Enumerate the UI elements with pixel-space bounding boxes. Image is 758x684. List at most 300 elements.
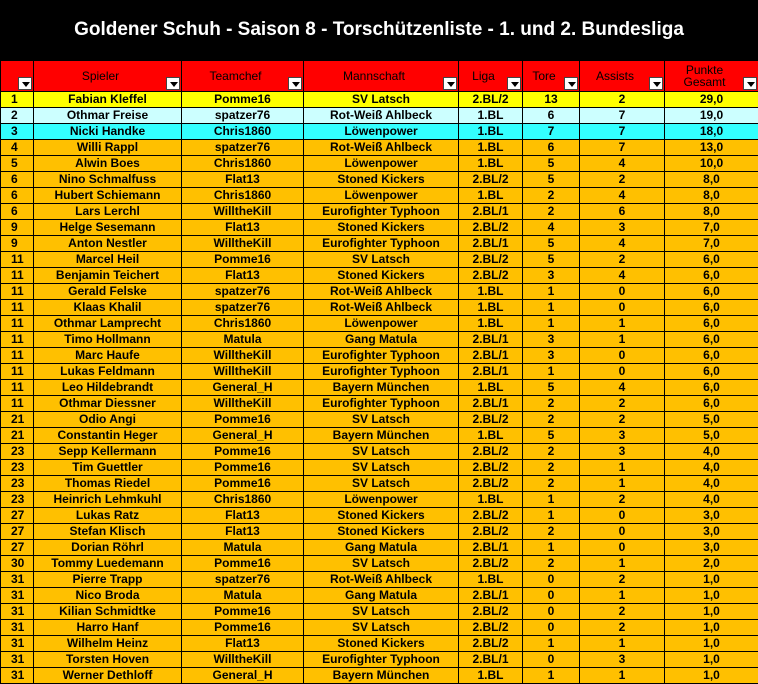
cell-rank: 27 [1,524,34,540]
cell-rank: 11 [1,396,34,412]
table-row [1,172,758,188]
table-row [1,188,758,204]
cell-liga: 2.BL/1 [459,396,523,412]
cell-liga: 2.BL/2 [459,92,523,108]
cell-liga: 1.BL [459,140,523,156]
cell-punkte: 6,0 [665,252,758,268]
cell-assists: 0 [580,524,665,540]
cell-spieler: Pierre Trapp [34,572,182,588]
cell-mannschaft: Stoned Kickers [304,220,459,236]
cell-tore: 1 [523,636,580,652]
filter-dropdown-icon[interactable] [166,77,180,90]
col-header-assists: Assists [580,61,665,92]
cell-punkte: 6,0 [665,348,758,364]
cell-assists: 2 [580,412,665,428]
cell-spieler: Nico Broda [34,588,182,604]
cell-tore: 1 [523,492,580,508]
cell-punkte: 8,0 [665,188,758,204]
cell-spieler: Kilian Schmidtke [34,604,182,620]
cell-tore: 2 [523,188,580,204]
cell-assists: 2 [580,492,665,508]
table-row [1,460,758,476]
cell-punkte: 5,0 [665,412,758,428]
cell-rank: 23 [1,444,34,460]
cell-spieler: Constantin Heger [34,428,182,444]
cell-punkte: 1,0 [665,604,758,620]
cell-rank: 5 [1,156,34,172]
cell-punkte: 1,0 [665,572,758,588]
cell-liga: 2.BL/2 [459,444,523,460]
cell-punkte: 1,0 [665,652,758,668]
cell-rank: 9 [1,236,34,252]
cell-assists: 2 [580,92,665,108]
cell-rank: 21 [1,428,34,444]
cell-spieler: Marc Haufe [34,348,182,364]
cell-mannschaft: SV Latsch [304,92,459,108]
cell-mannschaft: Rot-Weiß Ahlbeck [304,572,459,588]
cell-liga: 2.BL/2 [459,524,523,540]
cell-punkte: 4,0 [665,476,758,492]
cell-spieler: Hubert Schiemann [34,188,182,204]
cell-teamchef: Pomme16 [182,412,304,428]
cell-spieler: Fabian Kleffel [34,92,182,108]
cell-assists: 4 [580,268,665,284]
filter-dropdown-icon[interactable] [649,77,663,90]
table-row [1,204,758,220]
cell-spieler: Harro Hanf [34,620,182,636]
cell-assists: 1 [580,460,665,476]
table-row [1,396,758,412]
filter-dropdown-icon[interactable] [288,77,302,90]
cell-assists: 7 [580,140,665,156]
cell-liga: 2.BL/2 [459,636,523,652]
cell-liga: 2.BL/1 [459,332,523,348]
cell-punkte: 6,0 [665,380,758,396]
cell-liga: 2.BL/2 [459,172,523,188]
cell-liga: 2.BL/2 [459,508,523,524]
cell-assists: 6 [580,204,665,220]
cell-mannschaft: Eurofighter Typhoon [304,236,459,252]
cell-assists: 3 [580,652,665,668]
cell-tore: 0 [523,620,580,636]
cell-tore: 1 [523,316,580,332]
cell-liga: 1.BL [459,284,523,300]
cell-tore: 5 [523,236,580,252]
cell-mannschaft: Löwenpower [304,316,459,332]
cell-punkte: 6,0 [665,364,758,380]
cell-mannschaft: SV Latsch [304,412,459,428]
cell-teamchef: spatzer76 [182,140,304,156]
cell-mannschaft: Gang Matula [304,332,459,348]
col-header-punkte: Punkte Gesamt [665,61,758,92]
cell-tore: 2 [523,204,580,220]
cell-liga: 2.BL/2 [459,620,523,636]
cell-assists: 1 [580,332,665,348]
cell-spieler: Benjamin Teichert [34,268,182,284]
col-header-teamchef: Teamchef [182,61,304,92]
cell-spieler: Stefan Klisch [34,524,182,540]
cell-mannschaft: Eurofighter Typhoon [304,364,459,380]
cell-tore: 13 [523,92,580,108]
table-row [1,92,758,108]
cell-liga: 1.BL [459,380,523,396]
cell-rank: 2 [1,108,34,124]
cell-assists: 2 [580,396,665,412]
cell-teamchef: WilltheKill [182,204,304,220]
cell-tore: 7 [523,124,580,140]
cell-mannschaft: Rot-Weiß Ahlbeck [304,108,459,124]
cell-teamchef: WilltheKill [182,348,304,364]
cell-teamchef: Flat13 [182,508,304,524]
cell-punkte: 5,0 [665,428,758,444]
cell-spieler: Lukas Feldmann [34,364,182,380]
cell-rank: 23 [1,460,34,476]
cell-tore: 5 [523,380,580,396]
cell-tore: 2 [523,476,580,492]
cell-teamchef: Pomme16 [182,476,304,492]
table-row [1,620,758,636]
cell-liga: 1.BL [459,188,523,204]
cell-rank: 9 [1,220,34,236]
cell-tore: 3 [523,268,580,284]
cell-mannschaft: SV Latsch [304,460,459,476]
cell-spieler: Tim Guettler [34,460,182,476]
cell-mannschaft: Eurofighter Typhoon [304,348,459,364]
cell-spieler: Alwin Boes [34,156,182,172]
cell-assists: 2 [580,252,665,268]
filter-dropdown-icon[interactable] [18,77,32,90]
table-row [1,364,758,380]
table-row [1,140,758,156]
table-row [1,636,758,652]
cell-mannschaft: Rot-Weiß Ahlbeck [304,284,459,300]
header-row [1,61,758,92]
cell-teamchef: WilltheKill [182,236,304,252]
cell-liga: 2.BL/2 [459,252,523,268]
cell-teamchef: Pomme16 [182,92,304,108]
filter-dropdown-icon[interactable] [564,77,578,90]
cell-punkte: 8,0 [665,172,758,188]
cell-assists: 3 [580,220,665,236]
cell-liga: 2.BL/2 [459,604,523,620]
cell-teamchef: Pomme16 [182,444,304,460]
cell-punkte: 10,0 [665,156,758,172]
table-row [1,572,758,588]
cell-teamchef: Pomme16 [182,556,304,572]
cell-assists: 0 [580,284,665,300]
cell-mannschaft: Löwenpower [304,156,459,172]
cell-punkte: 6,0 [665,332,758,348]
cell-teamchef: Pomme16 [182,460,304,476]
cell-tore: 5 [523,428,580,444]
cell-assists: 3 [580,428,665,444]
cell-teamchef: General_H [182,668,304,684]
cell-punkte: 13,0 [665,140,758,156]
cell-mannschaft: SV Latsch [304,604,459,620]
cell-mannschaft: Bayern München [304,380,459,396]
cell-punkte: 8,0 [665,204,758,220]
cell-teamchef: Flat13 [182,172,304,188]
cell-rank: 11 [1,284,34,300]
table-row [1,476,758,492]
cell-teamchef: Pomme16 [182,252,304,268]
cell-spieler: Willi Rappl [34,140,182,156]
cell-spieler: Gerald Felske [34,284,182,300]
cell-rank: 11 [1,268,34,284]
cell-tore: 0 [523,588,580,604]
cell-tore: 1 [523,300,580,316]
cell-liga: 1.BL [459,492,523,508]
cell-assists: 1 [580,668,665,684]
cell-liga: 2.BL/1 [459,236,523,252]
cell-rank: 31 [1,636,34,652]
cell-spieler: Helge Sesemann [34,220,182,236]
cell-spieler: Lukas Ratz [34,508,182,524]
page-title: Goldener Schuh - Saison 8 - Torschützenliste - 1. und 2. Bundesliga [0,0,758,60]
cell-punkte: 3,0 [665,540,758,556]
cell-mannschaft: SV Latsch [304,556,459,572]
cell-rank: 27 [1,508,34,524]
cell-spieler: Thomas Riedel [34,476,182,492]
cell-punkte: 1,0 [665,620,758,636]
cell-punkte: 3,0 [665,524,758,540]
cell-assists: 1 [580,556,665,572]
cell-spieler: Torsten Hoven [34,652,182,668]
cell-tore: 2 [523,396,580,412]
cell-teamchef: Chris1860 [182,316,304,332]
cell-punkte: 2,0 [665,556,758,572]
cell-mannschaft: Eurofighter Typhoon [304,204,459,220]
cell-tore: 3 [523,348,580,364]
cell-teamchef: General_H [182,380,304,396]
cell-teamchef: Chris1860 [182,156,304,172]
cell-tore: 0 [523,572,580,588]
cell-rank: 30 [1,556,34,572]
cell-spieler: Anton Nestler [34,236,182,252]
cell-assists: 1 [580,476,665,492]
cell-spieler: Sepp Kellermann [34,444,182,460]
cell-spieler: Othmar Diessner [34,396,182,412]
table-row [1,332,758,348]
cell-liga: 2.BL/1 [459,204,523,220]
cell-punkte: 6,0 [665,268,758,284]
cell-mannschaft: Löwenpower [304,188,459,204]
cell-mannschaft: Rot-Weiß Ahlbeck [304,300,459,316]
cell-rank: 11 [1,332,34,348]
table-row [1,124,758,140]
cell-tore: 1 [523,364,580,380]
cell-liga: 2.BL/1 [459,588,523,604]
cell-tore: 5 [523,252,580,268]
cell-tore: 1 [523,668,580,684]
cell-teamchef: WilltheKill [182,652,304,668]
cell-rank: 11 [1,252,34,268]
cell-mannschaft: Stoned Kickers [304,268,459,284]
cell-liga: 1.BL [459,156,523,172]
table-row [1,492,758,508]
cell-liga: 1.BL [459,572,523,588]
cell-punkte: 6,0 [665,284,758,300]
cell-assists: 0 [580,364,665,380]
table-row [1,668,758,684]
cell-punkte: 3,0 [665,508,758,524]
cell-spieler: Nicki Handke [34,124,182,140]
cell-liga: 1.BL [459,124,523,140]
cell-teamchef: Chris1860 [182,188,304,204]
cell-teamchef: spatzer76 [182,572,304,588]
cell-spieler: Werner Dethloff [34,668,182,684]
cell-punkte: 1,0 [665,588,758,604]
cell-tore: 5 [523,156,580,172]
cell-mannschaft: Stoned Kickers [304,524,459,540]
cell-rank: 6 [1,188,34,204]
cell-tore: 2 [523,412,580,428]
cell-tore: 5 [523,172,580,188]
cell-teamchef: spatzer76 [182,284,304,300]
cell-punkte: 4,0 [665,444,758,460]
cell-teamchef: spatzer76 [182,300,304,316]
cell-teamchef: Chris1860 [182,492,304,508]
table-row [1,524,758,540]
cell-teamchef: Pomme16 [182,620,304,636]
cell-tore: 0 [523,652,580,668]
cell-rank: 3 [1,124,34,140]
cell-rank: 21 [1,412,34,428]
cell-spieler: Wilhelm Heinz [34,636,182,652]
cell-rank: 31 [1,572,34,588]
cell-liga: 1.BL [459,108,523,124]
cell-tore: 2 [523,444,580,460]
cell-liga: 1.BL [459,668,523,684]
table-row [1,588,758,604]
cell-assists: 0 [580,540,665,556]
cell-rank: 23 [1,476,34,492]
table-row [1,540,758,556]
cell-mannschaft: SV Latsch [304,476,459,492]
cell-rank: 11 [1,380,34,396]
cell-assists: 2 [580,572,665,588]
cell-tore: 6 [523,140,580,156]
cell-assists: 2 [580,620,665,636]
table-row [1,412,758,428]
cell-tore: 4 [523,220,580,236]
cell-spieler: Othmar Freise [34,108,182,124]
cell-rank: 23 [1,492,34,508]
cell-mannschaft: SV Latsch [304,444,459,460]
cell-mannschaft: Stoned Kickers [304,172,459,188]
cell-rank: 31 [1,604,34,620]
cell-teamchef: Flat13 [182,636,304,652]
cell-spieler: Dorian Röhrl [34,540,182,556]
cell-teamchef: Flat13 [182,220,304,236]
cell-liga: 2.BL/1 [459,652,523,668]
cell-teamchef: WilltheKill [182,364,304,380]
cell-assists: 3 [580,444,665,460]
table-row [1,252,758,268]
cell-liga: 2.BL/1 [459,348,523,364]
cell-liga: 2.BL/2 [459,460,523,476]
cell-assists: 0 [580,508,665,524]
cell-punkte: 4,0 [665,492,758,508]
cell-tore: 2 [523,524,580,540]
cell-spieler: Heinrich Lehmkuhl [34,492,182,508]
table-row [1,428,758,444]
cell-assists: 4 [580,188,665,204]
cell-liga: 1.BL [459,300,523,316]
scorer-table [0,60,758,684]
cell-punkte: 7,0 [665,236,758,252]
cell-teamchef: General_H [182,428,304,444]
cell-assists: 0 [580,300,665,316]
cell-teamchef: Matula [182,588,304,604]
cell-mannschaft: Gang Matula [304,588,459,604]
cell-tore: 2 [523,556,580,572]
cell-teamchef: spatzer76 [182,108,304,124]
cell-liga: 2.BL/2 [459,268,523,284]
table-row [1,236,758,252]
cell-mannschaft: Stoned Kickers [304,636,459,652]
cell-assists: 2 [580,604,665,620]
filter-dropdown-icon[interactable] [743,77,757,90]
table-row [1,284,758,300]
cell-liga: 2.BL/2 [459,556,523,572]
cell-punkte: 6,0 [665,300,758,316]
cell-punkte: 1,0 [665,636,758,652]
cell-spieler: Othmar Lamprecht [34,316,182,332]
cell-rank: 31 [1,668,34,684]
cell-tore: 1 [523,284,580,300]
cell-punkte: 18,0 [665,124,758,140]
cell-spieler: Tommy Luedemann [34,556,182,572]
cell-mannschaft: Löwenpower [304,492,459,508]
cell-mannschaft: Bayern München [304,428,459,444]
cell-mannschaft: SV Latsch [304,252,459,268]
table-row [1,316,758,332]
cell-punkte: 6,0 [665,396,758,412]
table-row [1,300,758,316]
filter-dropdown-icon[interactable] [507,77,521,90]
filter-dropdown-icon[interactable] [443,77,457,90]
cell-spieler: Klaas Khalil [34,300,182,316]
cell-punkte: 1,0 [665,668,758,684]
col-header-mannschaft: Mannschaft [304,61,459,92]
cell-teamchef: Flat13 [182,524,304,540]
cell-mannschaft: Löwenpower [304,124,459,140]
col-header-tore: Tore [523,61,580,92]
cell-rank: 11 [1,348,34,364]
cell-assists: 1 [580,636,665,652]
cell-liga: 1.BL [459,316,523,332]
cell-assists: 7 [580,124,665,140]
cell-teamchef: Pomme16 [182,604,304,620]
cell-rank: 6 [1,172,34,188]
cell-rank: 11 [1,316,34,332]
cell-mannschaft: Bayern München [304,668,459,684]
cell-spieler: Nino Schmalfuss [34,172,182,188]
cell-spieler: Leo Hildebrandt [34,380,182,396]
cell-spieler: Odio Angi [34,412,182,428]
cell-punkte: 29,0 [665,92,758,108]
cell-teamchef: WilltheKill [182,396,304,412]
table-row [1,652,758,668]
cell-liga: 2.BL/2 [459,476,523,492]
cell-tore: 1 [523,508,580,524]
cell-rank: 31 [1,588,34,604]
cell-tore: 1 [523,540,580,556]
cell-spieler: Marcel Heil [34,252,182,268]
cell-assists: 7 [580,108,665,124]
cell-rank: 31 [1,620,34,636]
